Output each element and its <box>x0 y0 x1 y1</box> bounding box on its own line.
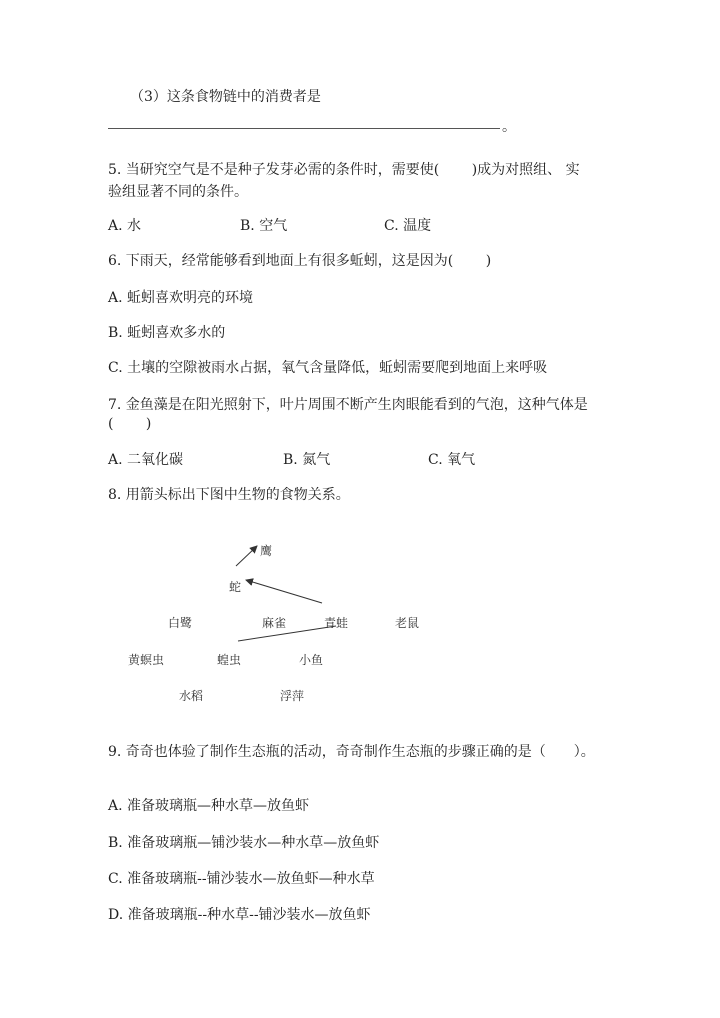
end-mark: 。 <box>502 119 516 135</box>
q9-option-c[interactable]: C. 准备玻璃瓶--铺沙装水—放鱼虾—种水草 <box>108 871 375 887</box>
organism-ladybug: 黄螟虫 <box>128 653 165 667</box>
q6-option-a[interactable]: A. 蚯蚓喜欢明亮的环境 <box>108 290 254 306</box>
organism-locust: 蝗虫 <box>217 653 242 667</box>
q6-text: 6. 下雨天，经常能够看到地面上有很多蚯蚓，这是因为( ) <box>108 253 492 269</box>
arrow-snake-to-eagle <box>236 546 257 566</box>
q7-option-b[interactable]: B. 氮气 <box>283 452 331 468</box>
organism-sparrow: 麻雀 <box>262 616 287 630</box>
q8-text: 8. 用箭头标出下图中生物的食物关系。 <box>108 487 350 503</box>
q9-option-b[interactable]: B. 准备玻璃瓶—铺沙装水—种水草—放鱼虾 <box>108 835 380 851</box>
q-prev-item3: （3）这条食物链中的消费者是 <box>130 89 321 105</box>
q6-option-b[interactable]: B. 蚯蚓喜欢多水的 <box>108 325 226 341</box>
q5-option-b[interactable]: B. 空气 <box>240 218 288 234</box>
q5-text-line1: 5. 当研究空气是不是种子发芽必需的条件时，需要使( )成为对照组、 实 <box>108 162 580 178</box>
q7-text-line1: 7. 金鱼藻是在阳光照射下，叶片周围不断产生肉眼能看到的气泡，这种气体是 <box>108 397 588 413</box>
q7-text-line2: ( ) <box>108 416 152 432</box>
organism-fish: 小鱼 <box>299 653 324 667</box>
organism-snake: 蛇 <box>229 580 242 594</box>
organism-egret: 白鹭 <box>168 616 193 630</box>
organism-mouse: 老鼠 <box>395 616 420 630</box>
q7-option-a[interactable]: A. 二氧化碳 <box>108 452 184 468</box>
organism-eagle: 鹰 <box>260 544 273 558</box>
q7-option-c[interactable]: C. 氧气 <box>428 452 476 468</box>
q5-option-a[interactable]: A. 水 <box>108 218 142 234</box>
line-locust-to-frog <box>238 626 336 641</box>
organism-duckweed: 浮萍 <box>280 689 305 703</box>
q9-text: 9. 奇奇也体验了制作生态瓶的活动，奇奇制作生态瓶的步骤正确的是（ ）。 <box>108 744 595 760</box>
q5-option-c[interactable]: C. 温度 <box>384 218 432 234</box>
organism-frog: 青蛙 <box>324 616 349 630</box>
arrow-frog-to-snake <box>246 580 322 603</box>
q9-option-d[interactable]: D. 准备玻璃瓶--种水草--铺沙装水—放鱼虾 <box>108 907 371 923</box>
q5-text-line2: 验组显著不同的条件。 <box>108 184 248 200</box>
organism-rice: 水稻 <box>179 689 204 703</box>
q6-option-c[interactable]: C. 土壤的空隙被雨水占据，氧气含量降低，蚯蚓需要爬到地面上来呼吸 <box>108 360 548 376</box>
q9-option-a[interactable]: A. 准备玻璃瓶—种水草—放鱼虾 <box>108 798 310 814</box>
